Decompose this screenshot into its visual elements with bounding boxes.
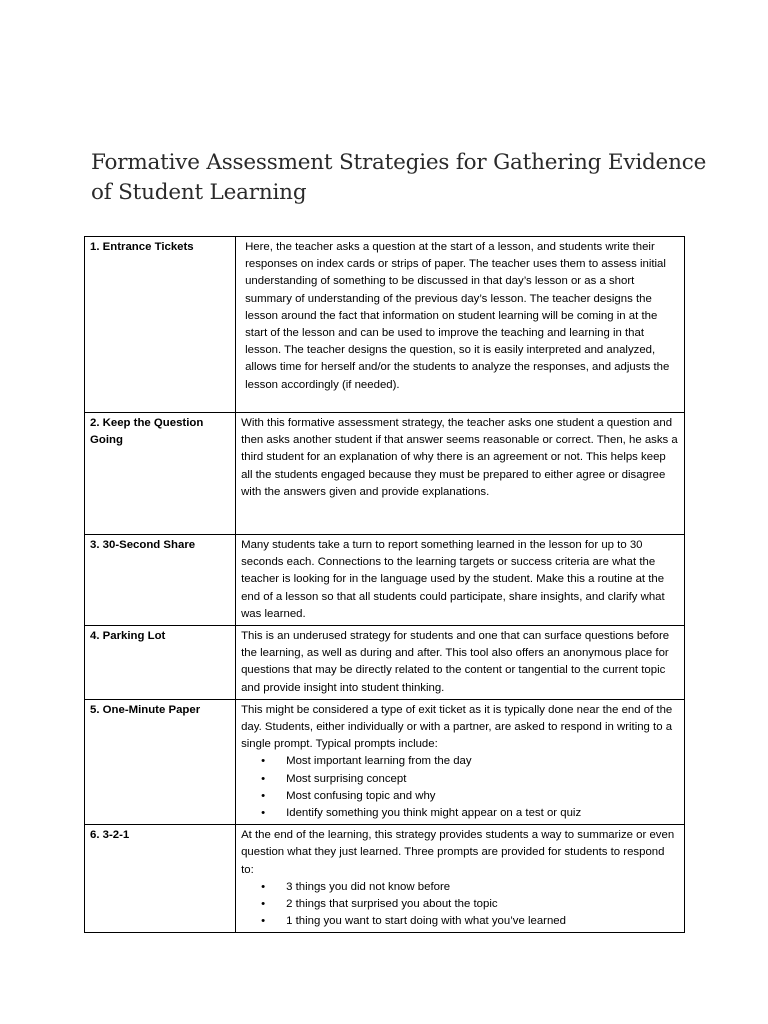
list-item: • 3 things you did not know before: [286, 879, 680, 896]
table-row: [85, 626, 685, 700]
strategy-description: [236, 237, 685, 413]
table-row: [85, 237, 685, 413]
list-item: • Most important learning from the day: [286, 753, 680, 770]
prompt-list: [241, 753, 680, 822]
strategy-name: 6. 3-2-1: [85, 825, 236, 933]
strategy-description-text: This might be considered a type of exit ticket as it is typically done near the end of the day. Students, either individually or with a partner, are asked to respond in writing to a single prompt. Typical prompts include:: [241, 703, 673, 751]
strategy-name: 3. 30-Second Share: [85, 535, 236, 626]
strategy-name: 1. Entrance Tickets: [85, 237, 236, 413]
strategy-description: [236, 413, 685, 535]
strategy-description-text: Many students take a turn to report something learned in the lesson for up to 30 seconds each. Connections to the learning targets or success criteria are what the teacher is looking for in the language used by the student. Make this a routine at the end of a lesson so that all students could participate, share insights, and clarify what was learned.: [241, 539, 665, 620]
strategy-description-text: Here, the teacher asks a question at the start of a lesson, and students write their responses on index cards or strips of paper. The teacher uses them to assess initial understanding of something to be discussed in that day’s lesson or as a short summary of understanding of the previous day’s lesson. The teacher designs the lesson around the fact that information on student learning will be coming in at the start of the lesson and can be used to improve the teaching and learning in that lesson. The teacher designs the question, so it is easily interpreted and analyzed, allows time for herself and/or the students to analyze the responses, and adjusts the lesson accordingly (if needed).: [245, 241, 670, 391]
prompt-list: [241, 879, 680, 931]
strategy-name: 2. Keep the Question Going: [85, 413, 236, 535]
strategy-description-text: This is an underused strategy for students and one that can surface questions before the learning, as well as during and after. This tool also offers an anonymous place for questions that may be directly related to the content or tangential to the current topic and provide insight into student thinking.: [241, 630, 670, 694]
strategies-table: [84, 236, 685, 933]
strategy-description: [236, 699, 685, 824]
table-row: [85, 413, 685, 535]
strategy-name: 5. One-Minute Paper: [85, 699, 236, 824]
list-item: • Most surprising concept: [286, 771, 680, 788]
strategy-description: [236, 626, 685, 700]
strategy-description-text: With this formative assessment strategy, the teacher asks one student a question and then asks another student if that answer seems reasonable or correct. Then, he asks a third student for an explanation of why there is an agreement or not. This helps keep all the students engaged because they must be prepared to either agree or disagree with the answers given and provide explanations.: [241, 417, 678, 498]
table-row: [85, 535, 685, 626]
strategy-description-text: At the end of the learning, this strategy provides students a way to summarize or even question what they just learned. Three prompts are provided for students to respond to:: [241, 829, 675, 876]
list-item: • Identify something you think might appear on a test or quiz: [286, 805, 680, 822]
strategy-description: [236, 535, 685, 626]
strategy-description: [236, 825, 685, 933]
list-item: • 2 things that surprised you about the topic: [286, 896, 680, 913]
list-item: • Most confusing topic and why: [286, 788, 680, 805]
page-title: Formative Assessment Strategies for Gathering Evidence of Student Learning: [91, 150, 707, 205]
list-item: • 1 thing you want to start doing with what you’ve learned: [286, 913, 680, 930]
table-row: [85, 699, 685, 824]
strategy-name: 4. Parking Lot: [85, 626, 236, 700]
table-row: [85, 825, 685, 933]
